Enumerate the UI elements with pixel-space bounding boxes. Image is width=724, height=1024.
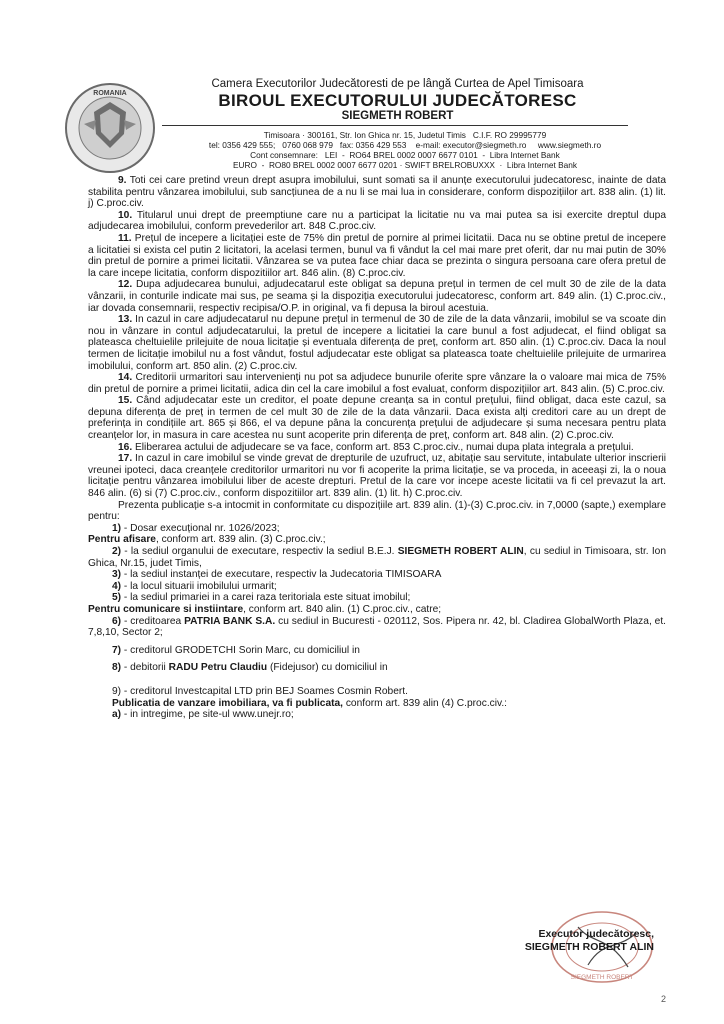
item-text: cu sediul in Bucuresti - 020112, Sos. Pipera nr. 42, bl. Cladirea GlobalWorth Plaza, et. 7,8,10, Sector 2; bbox=[88, 615, 666, 639]
svg-text:ROMANIA: ROMANIA bbox=[93, 90, 127, 97]
item-number: 1) bbox=[112, 522, 122, 534]
paragraph-number: 9. bbox=[118, 175, 127, 186]
item-number: 5) bbox=[112, 592, 122, 604]
paragraph-16 bbox=[88, 442, 666, 454]
chamber-title: Camera Executorilor Judecătoresti de pe lângă Curtea de Apel Timisoara bbox=[211, 78, 584, 90]
paragraph-number: 11. bbox=[118, 232, 132, 244]
page-number: 2 bbox=[660, 994, 666, 1004]
paragraph-13 bbox=[88, 314, 666, 372]
paragraph-11 bbox=[88, 233, 666, 279]
item-number: 7) bbox=[112, 644, 122, 656]
item-bold-name: PATRIA BANK S.A. bbox=[184, 615, 276, 627]
paragraph-text: Creditorii urmaritori sau intervenienți nu pot sa adjudece bunurile oferite spre vânzare la o valoare mai mica de 75% din pretul de pornire a primei licitatii, adica din cel la care imobilul a fost evaluat, conform dispozițiilor art. 843 alin. (5) C.proc.civ. bbox=[88, 372, 666, 395]
item-number: 6) bbox=[112, 615, 122, 627]
publication-label: Publicatia de vanzare imobiliara, va fi publicata, bbox=[112, 697, 343, 709]
paragraph-text: Toti cei care pretind vreun drept asupra imobilului, sunt somati sa il anunțe executorului judecatoresc, inainte de data stabilita pentru vânzarea imobilului, sub sancțiunea de a nu li se mai lua in considerare, conform dispozițiilor art. 838 alin. (1) lit. j) C.proc.civ. bbox=[88, 175, 666, 210]
list-item-9: 9) - creditorul Investcapital LTD prin BEJ Soames Cosmin Robert. bbox=[112, 685, 408, 697]
header-divider bbox=[162, 125, 628, 126]
paragraph-text: Dupa adjudecarea bunului, adjudecatarul este obligat sa depuna prețul in termen de cel mult 30 de zile de la data vânzarii, in conturile indicate mai sus, pe seama și la dispoziția executorului judecatoresc, conform art. 849 alin. (1) C.proc.civ., iar dovada consemnarii, respectiv recipisa/O.P. in original, va fi depusa la biroul acestuia. bbox=[88, 279, 666, 314]
item-bold-name: RADU Petru Claudiu bbox=[168, 662, 268, 674]
emblem-seal-icon bbox=[64, 82, 156, 174]
svg-text:SIEGMETH ROBERT: SIEGMETH ROBERT bbox=[570, 974, 634, 981]
afisare-heading bbox=[88, 534, 666, 546]
list-item-5 bbox=[88, 592, 666, 604]
item-text: - debitorii bbox=[121, 662, 169, 674]
paragraph-17 bbox=[88, 453, 666, 499]
paragraph-number: 14. bbox=[118, 372, 133, 384]
paragraph-text: Prețul de incepere a licitației este de 75% din pretul de pornire al primei licitatii. Daca nu se obtine pretul de incepere a licitatiei si exista cel putin 2 licitatori, la acelasi termen, bunul va fi vândut la cel mai mare pret oferit, dar nu mai putin de 30% din pretul de pornire a primei licitatii. Vânzarea se va putea face chiar daca se prezinta o singura persoana care ofera pretul de la care incepe licitatia, conform dispozitiilor art. 846 alin. (8) C.proc.civ. bbox=[88, 232, 666, 279]
item-text: - Dosar execuțional nr. 1026/2023; bbox=[121, 522, 280, 534]
paragraph-text: Eliberarea actului de adjudecare se va face, conform art. 853 C.proc.civ., numai dupa plata integrala a prețului. bbox=[132, 441, 634, 453]
paragraph-10 bbox=[88, 210, 666, 233]
item-number: a) bbox=[112, 709, 122, 721]
item-bold-name: SIEGMETH ROBERT ALIN bbox=[397, 546, 524, 557]
paragraph-number: 15. bbox=[118, 395, 133, 407]
paragraph-number: 16. bbox=[118, 441, 133, 453]
list-item-4 bbox=[88, 581, 666, 593]
item-text: - creditorul GRODETCHI Sorin Marc, cu domiciliul in bbox=[121, 644, 360, 656]
paragraph-9 bbox=[88, 175, 666, 210]
publication-heading bbox=[88, 698, 666, 710]
afisare-label: Pentru afisare bbox=[88, 534, 156, 546]
item-text: - la sediul organului de executare, respectiv la sediul B.E.J. bbox=[121, 546, 398, 557]
list-item-8 bbox=[88, 662, 666, 674]
paragraph-number: 12. bbox=[118, 279, 133, 291]
item-number: 2) bbox=[112, 546, 122, 557]
item-text: - la sediul instanței de executare, respectiv la Judecatoria TIMISOARA bbox=[121, 569, 442, 581]
item-number: 3) bbox=[112, 569, 122, 581]
afisare-text: , conform art. 839 alin. (3) C.proc.civ.; bbox=[155, 534, 326, 546]
paragraph-prezenta: Prezenta publicație s-a intocmit in conformitate cu dispozițiile art. 839 alin. (1)-(3) C.proc.civ. in 7,0000 (sapte,) exemplare pentru: bbox=[88, 499, 666, 523]
item-number: 4) bbox=[112, 580, 122, 592]
contact-account-lei: Cont consemnare: LEI - RO64 BREL 0002 0007 6677 0101 - Libra Internet Bank bbox=[250, 150, 560, 160]
paragraph-15 bbox=[88, 395, 666, 441]
paragraph-text: In cazul in care adjudecatarul nu depune prețul in termenul de 30 de zile de la data vânzarii, imobilul se va scoate din nou in vânzare in contul adjudecatarului, la pretul de incepere a licitatiei la care bunul a fost adjudecat, el fiind obligat sa plateasca cheltuielile prilejuite de noua licitație și eventuala diferența de preț, conform art. 850 alin. (1) C.proc.civ. Daca la noul termen de licitație imobilul nu a fost vândut, fostul adjudecatar este obligat sa plateasca toate cheltuielile prilejuite de urmarirea imobilului, conform art. 850 alin. (2) C.proc.civ. bbox=[88, 314, 666, 372]
comunicare-label: Pentru comunicare si instiintare bbox=[88, 603, 244, 615]
contact-address: Timisoara · 300161, Str. Ion Ghica nr. 15, Judetul Timis C.I.F. RO 29995779 bbox=[263, 130, 547, 140]
item-text: - la sediul primariei in a carei raza teritoriala este situat imobilul; bbox=[121, 592, 411, 604]
list-item-7 bbox=[88, 645, 666, 657]
list-item-6 bbox=[88, 616, 666, 639]
list-item-a bbox=[88, 709, 666, 721]
paragraph-text: Titularul unui drept de preemptiune care nu a participat la licitatie nu va mai putea sa isi exercite dreptul dupa adjudecarea imobilului, conform prevederilor art. 848 C.proc.civ. bbox=[88, 209, 666, 233]
paragraph-number: 13. bbox=[118, 314, 133, 326]
paragraph-number: 17. bbox=[118, 453, 133, 465]
office-name: SIEGMETH ROBERT bbox=[341, 110, 454, 122]
paragraph-text: In cazul in care imobilul se vinde grevat de drepturile de uzufruct, uz, abitație sau servitute, intabulate ulterior inscrierii vreunei ipoteci, daca creanțele creditorilor urmaritori nu vor fi acoperite la prima licitație, se va proceda, in aceeași zi, la o noua licitație pentru vânzarea imobilului liber de aceste drepturi. Pretul de la care vor incepe aceste licitatii va fi cel prevazut la art. 846 alin. (6) si (7) C.proc.civ., conform dispozitiilor art. 839 alin. (1) lit. h) C.proc.civ. bbox=[88, 453, 666, 500]
item-text: - la locul situarii imobilului urmarit; bbox=[121, 580, 277, 592]
paragraph-14 bbox=[88, 372, 666, 395]
office-title: BIROUL EXECUTORULUI JUDECĂTORESC bbox=[218, 91, 577, 110]
list-item-1 bbox=[88, 523, 666, 535]
item-number: 8) bbox=[112, 662, 122, 674]
contact-phone-email: tel: 0356 429 555; 0760 068 979 fax: 0356 429 553 e-mail: executor@siegmeth.ro www.siegmeth.ro bbox=[208, 140, 602, 150]
item-text: - creditoarea bbox=[121, 615, 185, 627]
list-item-2 bbox=[88, 546, 666, 569]
item-text: - in intregime, pe site-ul www.unejr.ro; bbox=[121, 709, 294, 721]
publication-text: conform art. 839 alin (4) C.proc.civ.: bbox=[343, 697, 507, 709]
comunicare-text: , conform art. 840 alin. (1) C.proc.civ., catre; bbox=[243, 603, 442, 615]
signature-title: Executor judecătoresc, bbox=[538, 928, 654, 940]
item-text: (Fidejusor) cu domiciliul in bbox=[267, 662, 388, 674]
contact-account-euro: EURO - RO80 BREL 0002 0007 6677 0201 · SWIFT BRELROBUXXX · Libra Internet Bank bbox=[232, 160, 578, 170]
comunicare-heading bbox=[88, 604, 666, 616]
signature-name: SIEGMETH ROBERT ALIN bbox=[524, 941, 654, 953]
item-text: , cu sediul in Timisoara, str. Ion Ghica, Nr.15, judet Timis, bbox=[88, 546, 666, 569]
paragraph-12 bbox=[88, 279, 666, 314]
document-body bbox=[88, 175, 666, 721]
paragraph-number: 10. bbox=[118, 209, 133, 221]
paragraph-text: Când adjudecatar este un creditor, el poate depune creanța sa in contul prețului, fiind obligat, daca este cazul, sa depuna diferența de preț in termen de cel mult 30 de zile de la data vânzarii. Daca exista alți creditori care au un drept de preferința in condițiile art. 865 și 866, el va depune pâna la concurența prețului de adjudecare și suma necesara pentru plata creanțelor lor, in masura in care acestea nu sunt acoperite prin diferența de preț, conform art. 848 alin. (2) C.proc.civ. bbox=[88, 395, 666, 442]
list-item-3 bbox=[88, 569, 666, 581]
